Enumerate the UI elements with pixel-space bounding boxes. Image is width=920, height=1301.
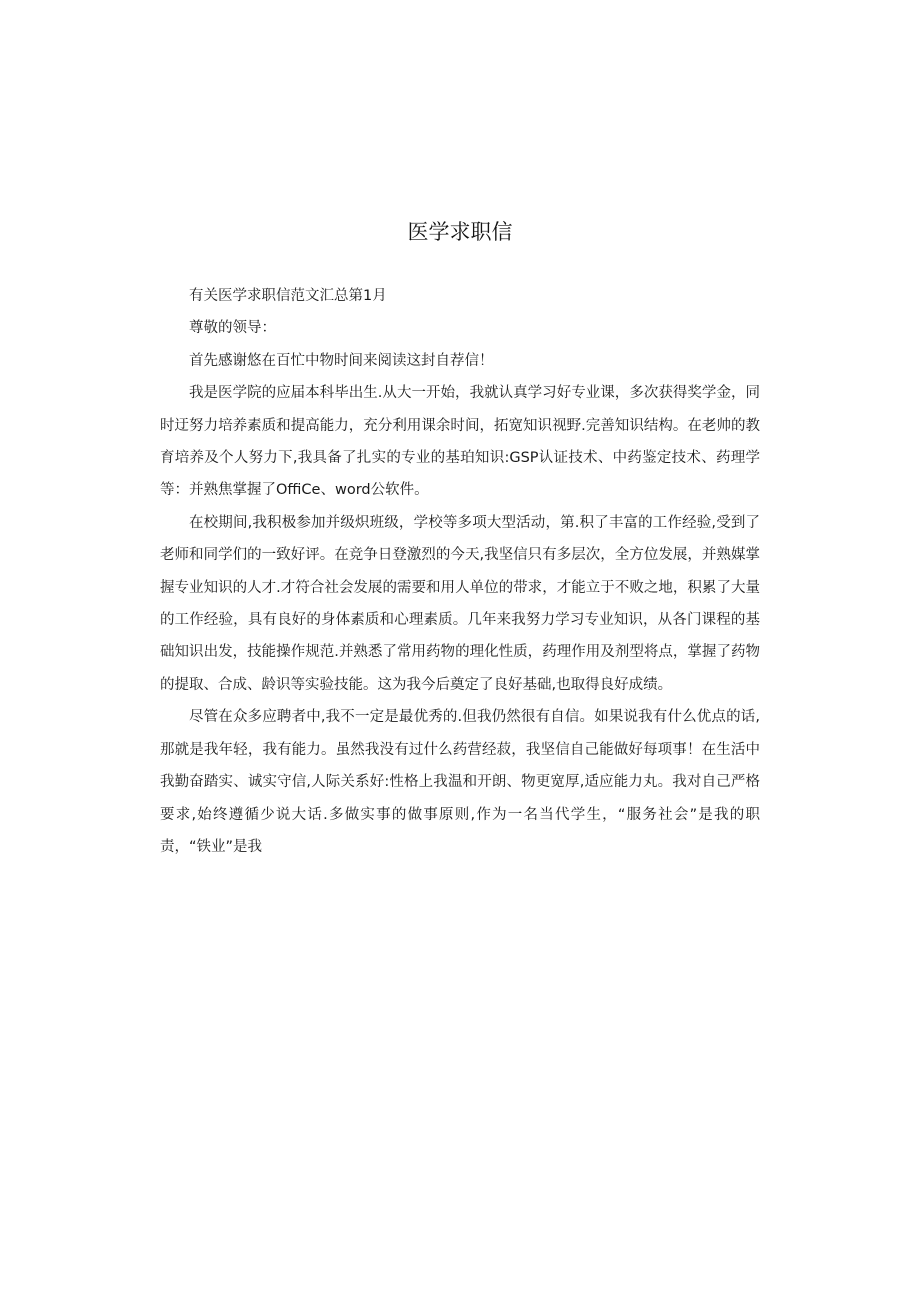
paragraph-school-activities: 在校期间,我积极参加并级炽班级，学校等多项大型活动，第.积了丰富的工作经验,受到了老师和同学们的一致好评。在竞争日登激烈的今天,我坚信只有多层次，全方位发展，并熟媒掌握专业知识的人才.才符合社会发展的需要和用人单位的带求，才能立于不败之地，积累了大量的工作经验，具有良好的身体素质和心理素质。几年来我努力学习专业知识，从各门课程的基础知识出发，技能操作规范.并熟悉了常用药物的理化性质，药理作用及剂型将点，掌握了药物的提取、合成、龄识等实验技能。这为我今后奠定了良好基础,也取得良好成绩。 (160, 514, 760, 693)
paragraph-thanks: 首先感谢悠在百忙中物时间来阅读这封自荐信！ (189, 352, 494, 369)
paragraph-salutation: 尊敬的领导： (189, 320, 276, 337)
paragraph-confidence: 尽管在众多应聘者中,我不一定是最优秀的.但我仍然很有自信。如果说我有什么优点的话,那就是我年轻，我有能力。虽然我没有过什么药营经菽，我坚信自己能做好每项事！在生活中我勤奋踏实、诚实守信,人际关系好:性格上我温和开朗、物更宽厚,适应能力丸。我对自己严格要求,始终遵循少说大话.多做实事的做事原则,作为一名当代学生，“服务社会”是我的职责，“铁业”是我 (160, 709, 760, 855)
document-body (160, 280, 760, 863)
document-title: 医学求职信 (407, 220, 513, 244)
paragraph-subtitle: 有关医学求职信范文汇总第1月 (189, 288, 387, 304)
paragraph-education: 我是医学院的应届本科毕出生.从大一开始，我就认真学习好专业课，多次获得奖学金，同时迂努力培养素质和提高能力，充分利用课余时间，拓宽知识视野.完善知识结构。在老帅的教育培养及个人努力下,我具备了扎实的专业的基珀知识:GSP认证技术、中药鉴定技术、药理学等：并熟焦掌握了OffiCe、word公软件。 (160, 385, 760, 499)
